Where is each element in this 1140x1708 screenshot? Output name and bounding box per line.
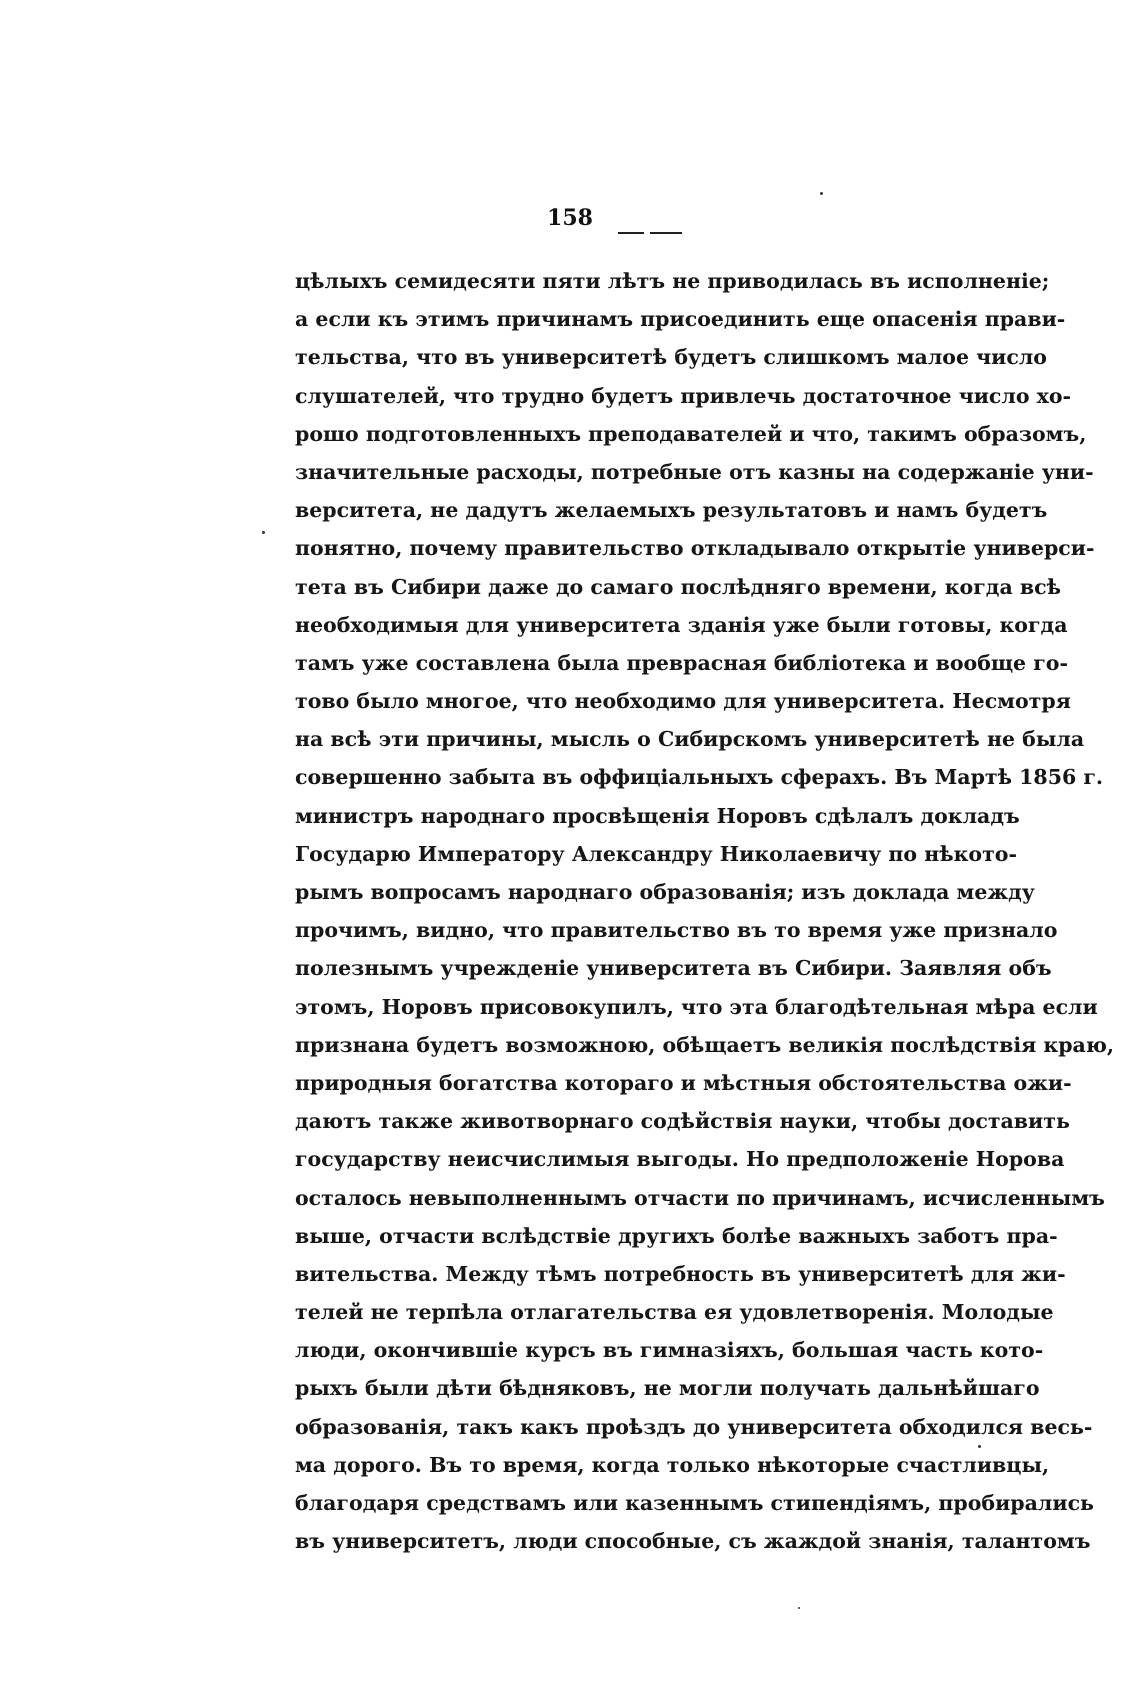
text-line: признана будетъ возможною, обѣщаетъ великія послѣдствія краю,: [295, 1032, 1114, 1057]
text-line: тельства, что въ университетѣ будетъ слишкомъ малое число: [295, 345, 1047, 370]
text-line: рыхъ были дѣти бѣдняковъ, не могли получать дальнѣйшаго: [295, 1376, 1040, 1401]
scan-speck: [798, 1607, 800, 1609]
text-line: Государю Императору Александру Николаевичу по нѣкото-: [295, 841, 1017, 866]
text-line: рошо подготовленныхъ преподавателей и что, такимъ образомъ,: [295, 421, 1087, 446]
text-line: полезнымъ учрежденіе университета въ Сибири. Заявляя объ: [295, 956, 1052, 981]
text-line: образованія, такъ какъ проѣздъ до университета обходился весь-: [295, 1414, 1093, 1439]
text-line: государству неисчислимыя выгоды. Но предположеніе Норова: [295, 1147, 1065, 1172]
text-line: благодаря средствамъ или казеннымъ стипендіямъ, пробирались: [295, 1491, 1094, 1515]
page-number-underline: [618, 232, 682, 234]
text-line: понятно, почему правительство откладывало открытіе универси-: [295, 536, 1095, 561]
page-number: 158: [547, 205, 593, 231]
text-line: ма дорого. Въ то время, когда только нѣкоторые счастливцы,: [295, 1452, 1050, 1477]
text-line: тово было многое, что необходимо для университета. Несмотря: [295, 689, 1071, 714]
scan-speck: [820, 192, 823, 195]
text-line: въ университетъ, люди способные, съ жаждой знанія, талантомъ: [295, 1529, 1091, 1554]
text-line: прочимъ, видно, что правительство въ то время уже признало: [295, 918, 1058, 943]
text-line: этомъ, Норовъ присовокупилъ, что эта благодѣтельная мѣра если: [295, 994, 1098, 1019]
text-line: цѣлыхъ семидесяти пяти лѣтъ не приводилась въ исполненіе;: [295, 269, 1050, 293]
text-line: а если къ этимъ причинамъ присоединить еще опасенія прави-: [295, 307, 1066, 332]
text-line: необходимыя для университета зданія уже были готовы, когда: [295, 612, 1068, 637]
text-line: значительные расходы, потребные отъ казны на содержаніе уни-: [295, 459, 1094, 484]
text-line: даютъ также животворнаго содѣйствія науки, чтобы доставить: [295, 1109, 1070, 1134]
text-line: слушателей, что трудно будетъ привлечь достаточное число хо-: [295, 383, 1072, 408]
text-line: выше, отчасти вслѣдствіе другихъ болѣе важныхъ заботъ пра-: [295, 1223, 1058, 1248]
text-line: тета въ Сибири даже до самаго послѣдняго времени, когда всѣ: [295, 574, 1062, 599]
text-line: тамъ уже составлена была преврасная библіотека и вообще го-: [295, 650, 1068, 675]
text-line: природныя богатства котораго и мѣстныя обстоятельства ожи-: [295, 1070, 1072, 1095]
text-line: телей не терпѣла отлагательства ея удовлетворенія. Молодые: [295, 1300, 1054, 1325]
scan-speck: [978, 1445, 981, 1448]
text-line: люди, окончившіе курсъ въ гимназіяхъ, большая часть кото-: [295, 1338, 1044, 1363]
text-line: осталось невыполненнымъ отчасти по причинамъ, исчисленнымъ: [295, 1185, 1105, 1210]
text-line: вительства. Между тѣмъ потребность въ университетѣ для жи-: [295, 1261, 1066, 1286]
text-line: министръ народнаго просвѣщенія Норовъ сдѣлалъ докладъ: [295, 803, 1020, 828]
scan-speck: [262, 531, 265, 534]
text-line: верситета, не дадутъ желаемыхъ результатовъ и намъ будетъ: [295, 498, 1048, 523]
text-line: на всѣ эти причины, мысль о Сибирскомъ университетѣ не была: [295, 727, 1085, 752]
text-line: совершенно забыта въ оффиціальныхъ сферахъ. Въ Мартѣ 1856 г.: [295, 765, 1104, 790]
body-text: [295, 262, 1114, 1560]
text-line: рымъ вопросамъ народнаго образованія; изъ доклада между: [295, 880, 1035, 904]
